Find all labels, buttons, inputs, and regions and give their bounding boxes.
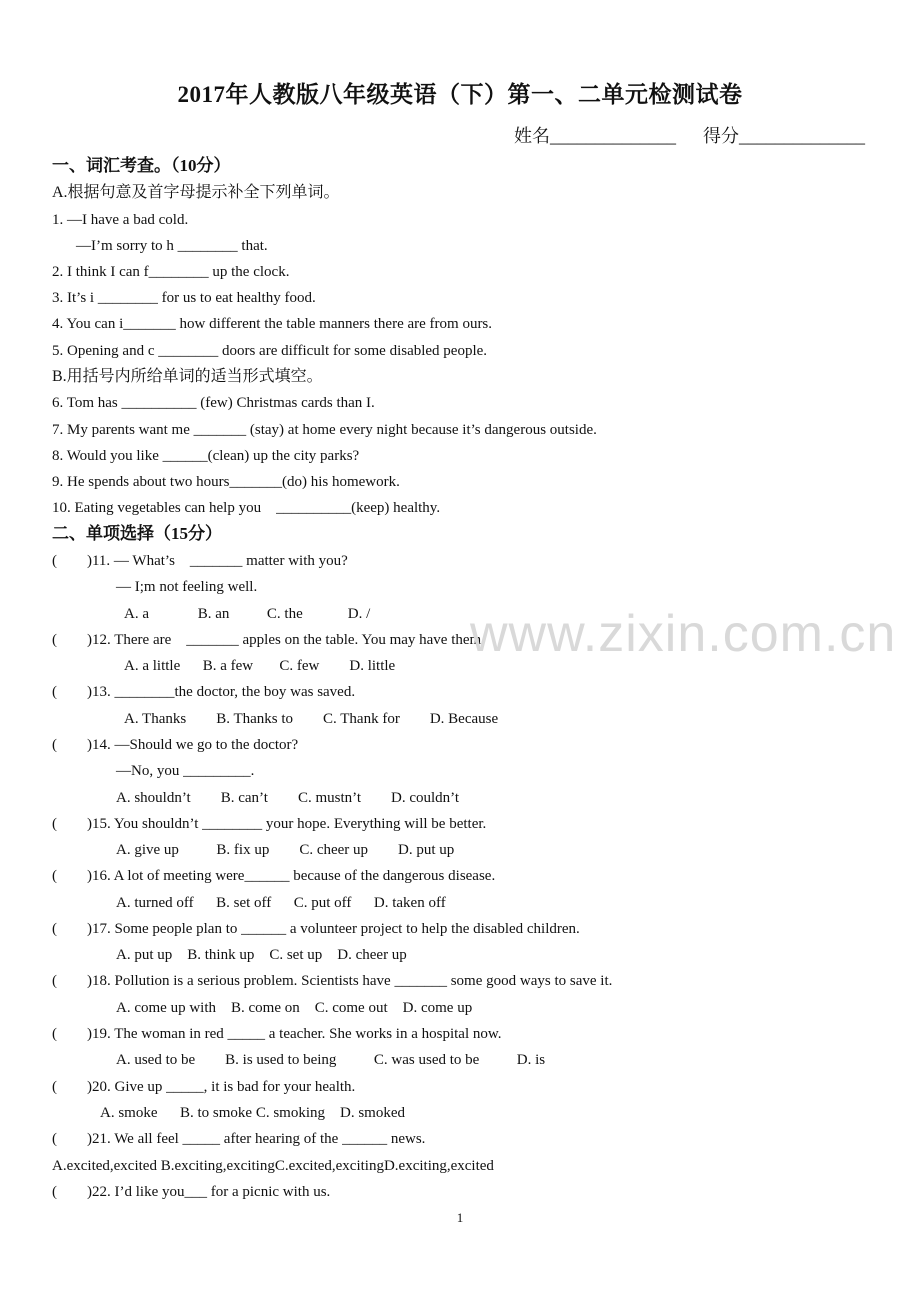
question-line: —No, you _________. [116, 763, 255, 779]
question-line: 6. Tom has __________ (few) Christmas cards than I. [52, 395, 375, 411]
options-line: A. smoke B. to smoke C. smoking D. smoked [100, 1105, 406, 1121]
question-line: —I’m sorry to h ________ that. [76, 238, 268, 254]
question-line: ( )20. Give up _____, it is bad for your health. [52, 1079, 356, 1095]
watermark: www.zixin.com.cn [470, 605, 897, 663]
question-line: 7. My parents want me _______ (stay) at home every night because it’s dangerous outside. [52, 422, 597, 438]
question-line: 4. You can i_______ how different the table manners there are from ours. [52, 316, 493, 332]
instruction-part-b: B.用括号内所给单词的适当形式填空。 [52, 368, 323, 385]
name-field-label: 姓名______________ [514, 126, 676, 146]
question-line: 3. It’s i ________ for us to eat healthy food. [52, 290, 316, 306]
question-line: ( )15. You shouldn’t ________ your hope. Everything will be better. [52, 816, 487, 832]
page-number: 1 [456, 1210, 464, 1225]
options-line: A. used to be B. is used to being C. was used to be D. is [116, 1052, 546, 1068]
question-line: ( )17. Some people plan to ______ a volunteer project to help the disabled children. [52, 921, 580, 937]
question-line: 8. Would you like ______(clean) up the city parks? [52, 448, 360, 464]
question-line: ( )19. The woman in red _____ a teacher. She works in a hospital now. [52, 1026, 502, 1042]
options-line: A. shouldn’t B. can’t C. mustn’t D. couldn’t [116, 790, 460, 806]
options-line: A. put up B. think up C. set up D. cheer up [116, 947, 407, 963]
question-line: 9. He spends about two hours_______(do) his homework. [52, 474, 400, 490]
options-line: A. a B. an C. the D. / [124, 606, 371, 622]
instruction-part-a: A.根据句意及首字母提示补全下列单词。 [52, 184, 340, 201]
page-title: 2017年人教版八年级英语（下）第一、二单元检测试卷 [177, 82, 743, 107]
question-line: ( )14. —Should we go to the doctor? [52, 737, 299, 753]
question-line: ( )13. ________the doctor, the boy was saved. [52, 684, 356, 700]
question-line: ( )18. Pollution is a serious problem. Scientists have _______ some good ways to save it. [52, 973, 613, 989]
options-line: A. a little B. a few C. few D. little [124, 658, 396, 674]
question-line: — I;m not feeling well. [116, 579, 258, 595]
question-line: ( )12. There are _______ apples on the table. You may have them. [52, 632, 485, 648]
question-line: 5. Opening and c ________ doors are difficult for some disabled people. [52, 343, 488, 359]
section-heading-vocabulary: 一、词汇考查。（10分） [52, 156, 231, 175]
name-score-line [514, 122, 865, 148]
options-line: A. give up B. fix up C. cheer up D. put up [116, 842, 455, 858]
score-field-label: 得分______________ [703, 126, 865, 146]
options-line: A. Thanks B. Thanks to C. Thank for D. Because [124, 711, 499, 727]
question-line: ( )11. — What’s _______ matter with you? [52, 553, 348, 569]
section-heading-choice: 二、单项选择（15分） [52, 524, 222, 543]
question-line: 1. —I have a bad cold. [52, 212, 189, 228]
options-line: A. turned off B. set off C. put off D. taken off [116, 895, 446, 911]
question-line: ( )22. I’d like you___ for a picnic with us. [52, 1184, 331, 1200]
question-line: 2. I think I can f________ up the clock. [52, 264, 290, 280]
question-line: 10. Eating vegetables can help you __________(keep) healthy. [52, 500, 441, 516]
question-line: ( )21. We all feel _____ after hearing of the ______ news. [52, 1131, 426, 1147]
question-line: ( )16. A lot of meeting were______ because of the dangerous disease. [52, 868, 496, 884]
options-line: A. come up with B. come on C. come out D. come up [116, 1000, 473, 1016]
options-line: A.excited,excited B.exciting,excitingC.excited,excitingD.exciting,excited [52, 1158, 494, 1174]
